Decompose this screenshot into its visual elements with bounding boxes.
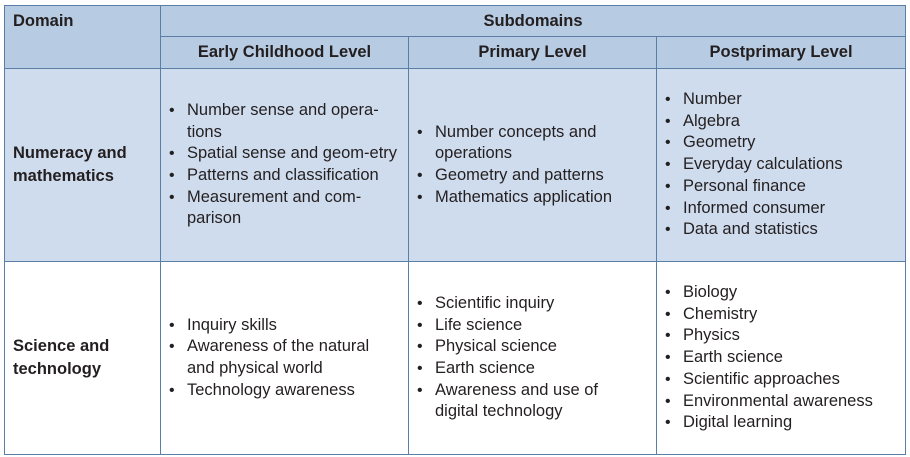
list-item: • Measurement and com-parison: [187, 187, 399, 230]
list-item: • Spatial sense and geom-etry: [187, 143, 399, 165]
list-item: • Awareness and use of digital technology: [435, 380, 635, 423]
post-cell-numeracy: [657, 69, 906, 262]
list-item: • Informed consumer: [683, 198, 905, 220]
list-item: • Awareness of the natural and physical world: [187, 336, 399, 379]
domain-cell-science: [5, 262, 161, 455]
header-postprimary: Postprimary Level: [657, 37, 906, 69]
subdomain-list: [657, 282, 905, 434]
list-item: • Scientific approaches: [683, 369, 905, 391]
list-item: • Algebra: [683, 111, 905, 133]
header-subdomains: Subdomains: [161, 6, 906, 37]
header-early-childhood: Early Childhood Level: [161, 37, 409, 69]
domain-line: technology: [13, 360, 102, 378]
primary-cell-numeracy: [409, 69, 657, 262]
domain-line: Science and: [13, 337, 110, 355]
list-item: • Technology awareness: [187, 380, 399, 402]
list-item: • Patterns and classification: [187, 165, 399, 187]
list-item: • Chemistry: [683, 304, 905, 326]
subdomain-list: [161, 100, 399, 230]
list-item: • Everyday calculations: [683, 154, 905, 176]
post-cell-science: [657, 262, 906, 455]
list-item: • Earth science: [683, 347, 905, 369]
list-item: • Physics: [683, 325, 905, 347]
list-item: • Data and statistics: [683, 219, 905, 241]
list-item: • Number: [683, 89, 905, 111]
subdomain-list: [409, 293, 635, 423]
header-primary: Primary Level: [409, 37, 657, 69]
list-item: • Mathematics application: [435, 187, 635, 209]
list-item: • Biology: [683, 282, 905, 304]
early-cell-science: [161, 262, 409, 455]
list-item: • Physical science: [435, 336, 635, 358]
list-item: • Personal finance: [683, 176, 905, 198]
list-item: • Number sense and opera-tions: [187, 100, 399, 143]
list-item: • Number concepts and operations: [435, 122, 635, 165]
list-item: • Digital learning: [683, 412, 905, 434]
list-item: • Geometry: [683, 132, 905, 154]
subdomain-list: [409, 122, 635, 209]
table-row-numeracy: [5, 69, 906, 262]
domain-line: Numeracy and: [13, 144, 127, 162]
domain-cell-numeracy: [5, 69, 161, 262]
primary-cell-science: [409, 262, 657, 455]
table-row-science: [5, 262, 906, 455]
list-item: • Earth science: [435, 358, 635, 380]
list-item: • Scientific inquiry: [435, 293, 635, 315]
subdomain-list: [161, 315, 399, 402]
subdomain-list: [657, 89, 905, 241]
list-item: • Environmental awareness: [683, 391, 905, 413]
domains-table: [4, 5, 906, 455]
header-domain: Domain: [5, 6, 161, 69]
list-item: • Inquiry skills: [187, 315, 399, 337]
early-cell-numeracy: [161, 69, 409, 262]
list-item: • Life science: [435, 315, 635, 337]
list-item: • Geometry and patterns: [435, 165, 635, 187]
domain-line: mathematics: [13, 167, 114, 185]
